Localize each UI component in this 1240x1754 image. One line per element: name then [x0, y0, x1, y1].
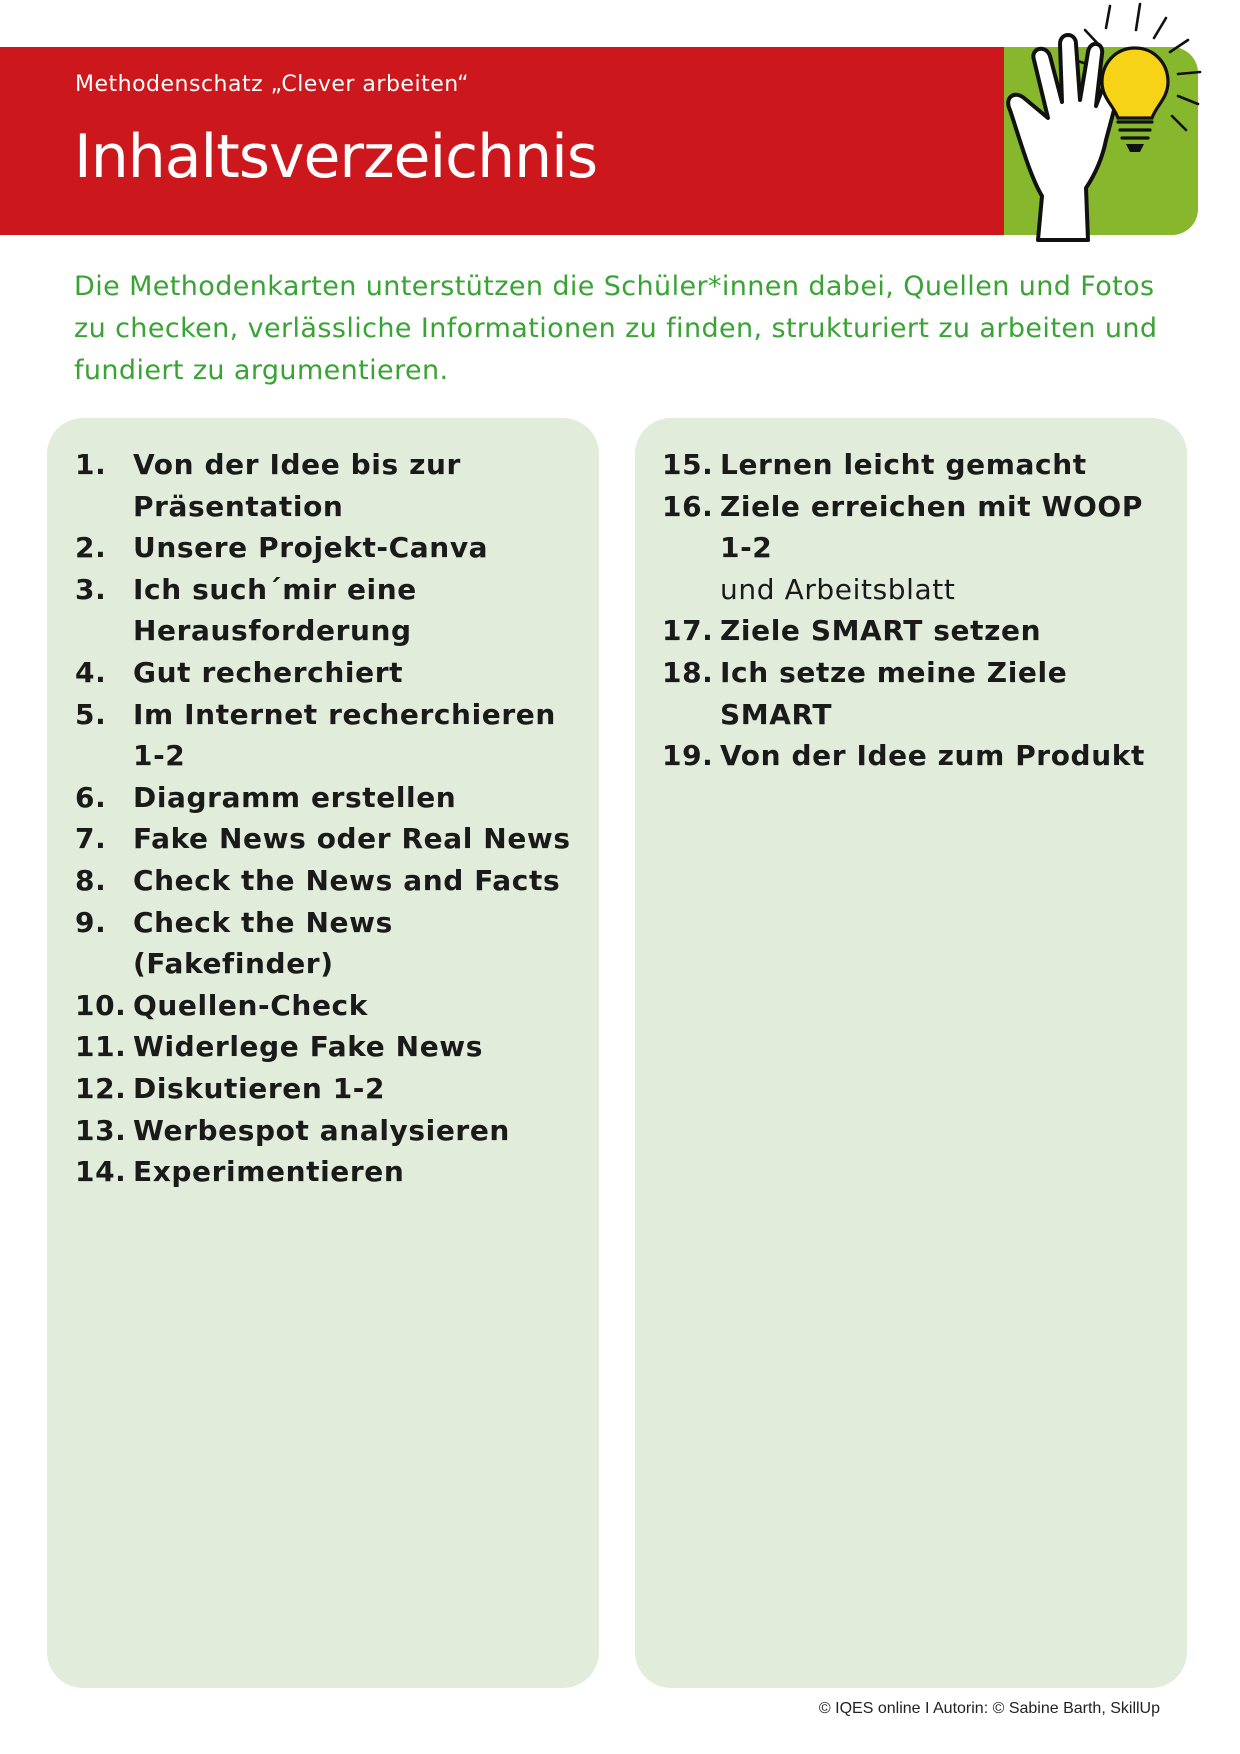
toc-item-number: 7. [75, 822, 107, 856]
toc-item-title: Ziele SMART setzen [720, 614, 1042, 648]
toc-list-right [662, 444, 1182, 777]
toc-item-number: 17. [662, 614, 714, 648]
toc-item-number: 9. [75, 905, 107, 939]
header-supertitle: Methodenschatz „Clever arbeiten“ [75, 72, 469, 97]
toc-item[interactable] [75, 902, 595, 985]
toc-item[interactable] [75, 1026, 595, 1068]
toc-list-left [75, 444, 595, 1193]
toc-column-left [47, 418, 599, 1688]
toc-item-title: Lernen leicht gemacht [720, 448, 1087, 481]
toc-item-title: Ich such´mir eine Herausforderung [133, 572, 417, 648]
toc-item-title: Check the News (Fakefinder) [133, 905, 393, 981]
toc-item-title-group [720, 486, 1182, 611]
toc-item-number: 13. [75, 1113, 127, 1147]
toc-item-number: 19. [662, 739, 714, 773]
toc-item[interactable] [75, 860, 595, 902]
toc-item[interactable] [75, 985, 595, 1027]
toc-item-number: 6. [75, 780, 107, 814]
copyright-footer: © IQES online I Autorin: © Sabine Barth, SkillUp [818, 1700, 1160, 1717]
toc-item-title: Diskutieren 1-2 [133, 1071, 386, 1105]
toc-item-title: Quellen-Check [133, 988, 368, 1022]
toc-item-title: Unsere Projekt-Canva [133, 531, 489, 565]
toc-item-title: Experimentieren [133, 1155, 405, 1189]
toc-item[interactable] [662, 735, 1182, 777]
intro-paragraph: Die Methodenkarten unterstützen die Schüler*innen dabei, Quellen und Fotos zu checken, verlässliche Informationen zu finden, strukturiert zu arbeiten und fundiert zu argumentieren. [74, 271, 1158, 386]
toc-item-title: Von der Idee bis zur Präsentation [133, 448, 461, 523]
toc-item-title: Diagramm erstellen [133, 780, 457, 814]
toc-item-number: 12. [75, 1071, 127, 1105]
page-title: Inhaltsverzeichnis [74, 122, 598, 192]
toc-item[interactable] [75, 694, 595, 777]
toc-item[interactable] [75, 818, 595, 860]
toc-item[interactable] [662, 444, 1182, 486]
toc-item-title: Check the News and Facts [133, 863, 561, 897]
toc-item[interactable] [75, 652, 595, 694]
toc-item-title: Ziele erreichen mit WOOP 1-2 [720, 489, 1143, 565]
toc-item[interactable] [75, 569, 595, 652]
toc-item-title: Gut recherchiert [133, 655, 404, 689]
toc-item-number: 2. [75, 531, 107, 565]
toc-item[interactable] [75, 527, 595, 569]
toc-column-right [635, 418, 1187, 1688]
lightbulb-icon [1102, 48, 1168, 152]
logo [990, 0, 1220, 240]
toc-item-number: 1. [75, 448, 107, 481]
toc-item-title: Im Internet recherchieren 1-2 [133, 697, 556, 773]
toc-item[interactable] [75, 1151, 595, 1193]
toc-item-subtitle: und Arbeitsblatt [720, 572, 956, 606]
toc-item-title: Von der Idee zum Produkt [720, 739, 1145, 773]
toc-item-number: 15. [662, 448, 714, 481]
toc-item[interactable] [662, 652, 1182, 735]
toc-item-number: 14. [75, 1155, 127, 1189]
toc-item-number: 5. [75, 697, 107, 731]
toc-item[interactable] [75, 1068, 595, 1110]
toc-item-number: 10. [75, 988, 127, 1022]
toc-item-number: 8. [75, 863, 107, 897]
toc-item[interactable] [662, 610, 1182, 652]
toc-item-number: 3. [75, 572, 107, 606]
toc-item[interactable] [75, 444, 595, 527]
toc-item-title: Fake News oder Real News [133, 822, 571, 856]
toc-item-number: 4. [75, 655, 107, 689]
toc-item-number: 16. [662, 489, 714, 523]
toc-item-title: Widerlege Fake News [133, 1030, 484, 1064]
toc-item-number: 11. [75, 1030, 127, 1064]
toc-item[interactable] [75, 777, 595, 819]
toc-item-number: 18. [662, 655, 714, 689]
toc-item[interactable] [75, 1110, 595, 1152]
toc-item-title: Werbespot analysieren [133, 1113, 510, 1147]
toc-item-title: Ich setze meine Ziele SMART [720, 655, 1068, 731]
toc-item[interactable] [662, 486, 1182, 611]
